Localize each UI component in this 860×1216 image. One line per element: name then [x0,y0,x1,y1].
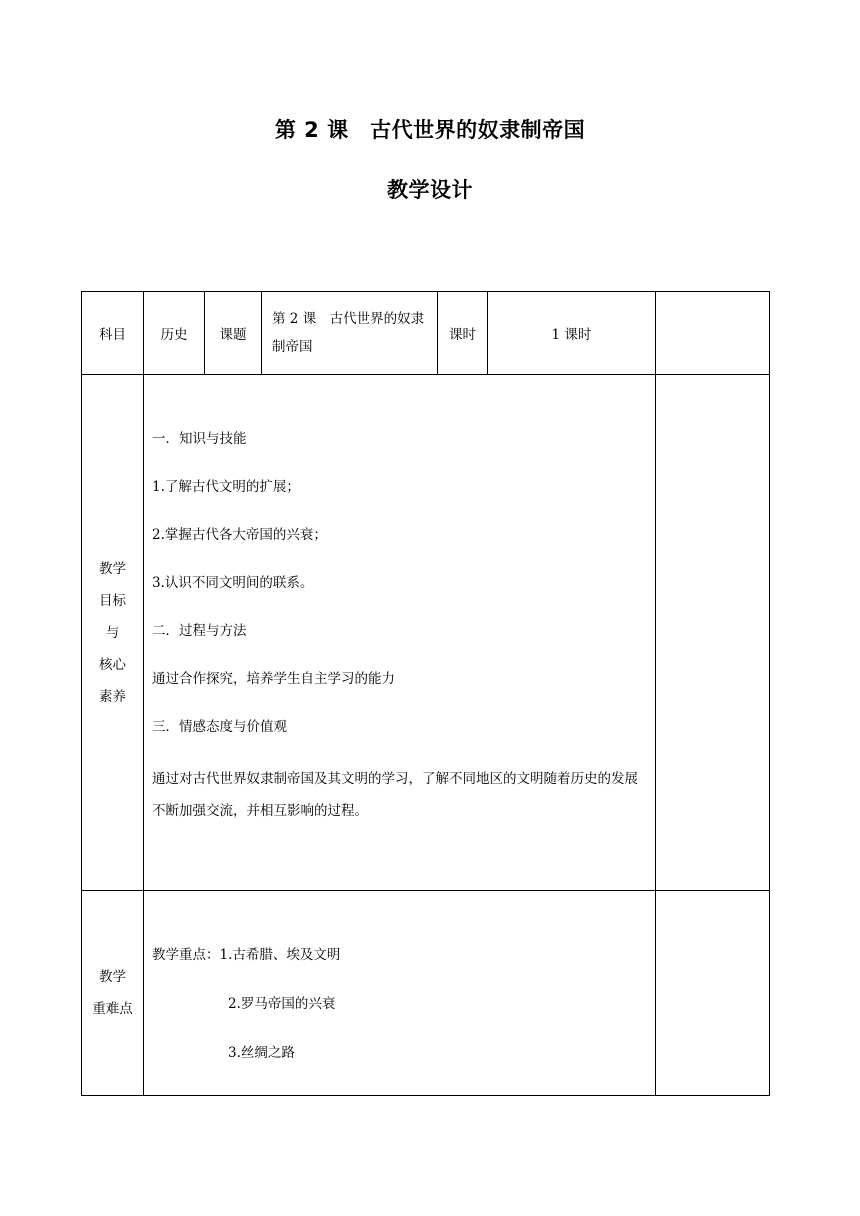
objective-item: 2.掌握古代各大帝国的兴衰； [152,527,327,543]
key-points-label-line: 教学 [99,969,126,985]
empty-cell [656,891,770,1096]
key-points-label-line: 重难点 [92,1001,133,1017]
objective-heading: 二．过程与方法 [152,623,247,639]
subject-value: 历史 [144,292,205,375]
objective-heading: 一．知识与技能 [152,431,247,447]
objective-item: 1.了解古代文明的扩展； [152,479,300,495]
key-points-label [82,891,144,1096]
objective-heading: 三．情感态度与价值观 [152,719,287,735]
subject-label: 科目 [82,292,144,375]
objective-paragraph: 通过对古代世界奴隶制帝国及其文明的学习，了解不同地区的文明随着历史的发展不断加强交流，并相互影响的过程。 [152,771,638,819]
lesson-title: 第 2 课 古代世界的奴隶制帝国 [274,118,586,142]
document-subtitle: 教学设计 [387,178,473,202]
hours-value: 1 课时 [488,292,656,375]
objectives-row [82,375,770,891]
key-point-item: 2.罗马帝国的兴衰 [228,996,336,1012]
objectives-content [144,375,656,891]
objectives-label-line: 目标 [99,592,126,609]
objectives-label-line: 教学 [99,560,126,577]
objectives-label-line: 素养 [99,688,126,705]
hours-label: 课时 [438,292,488,375]
objectives-label-line: 核心 [99,656,126,673]
objectives-label [82,375,144,891]
lesson-plan-table [81,291,770,1096]
header-row [82,292,770,375]
key-points-row [82,891,770,1096]
objectives-label-line: 与 [105,624,120,641]
key-point-item: 教学重点：1.古希腊、埃及文明 [152,947,341,963]
empty-cell [656,375,770,891]
objective-item: 通过合作探究，培养学生自主学习的能力 [152,671,395,687]
key-point-item: 3.丝绸之路 [228,1045,295,1061]
topic-value: 第 2 课 古代世界的奴隶制帝国 [262,292,438,375]
key-points-content [144,891,656,1096]
topic-label: 课题 [205,292,262,375]
objective-item: 3.认识不同文明间的联系。 [152,575,314,591]
empty-cell [656,292,770,375]
